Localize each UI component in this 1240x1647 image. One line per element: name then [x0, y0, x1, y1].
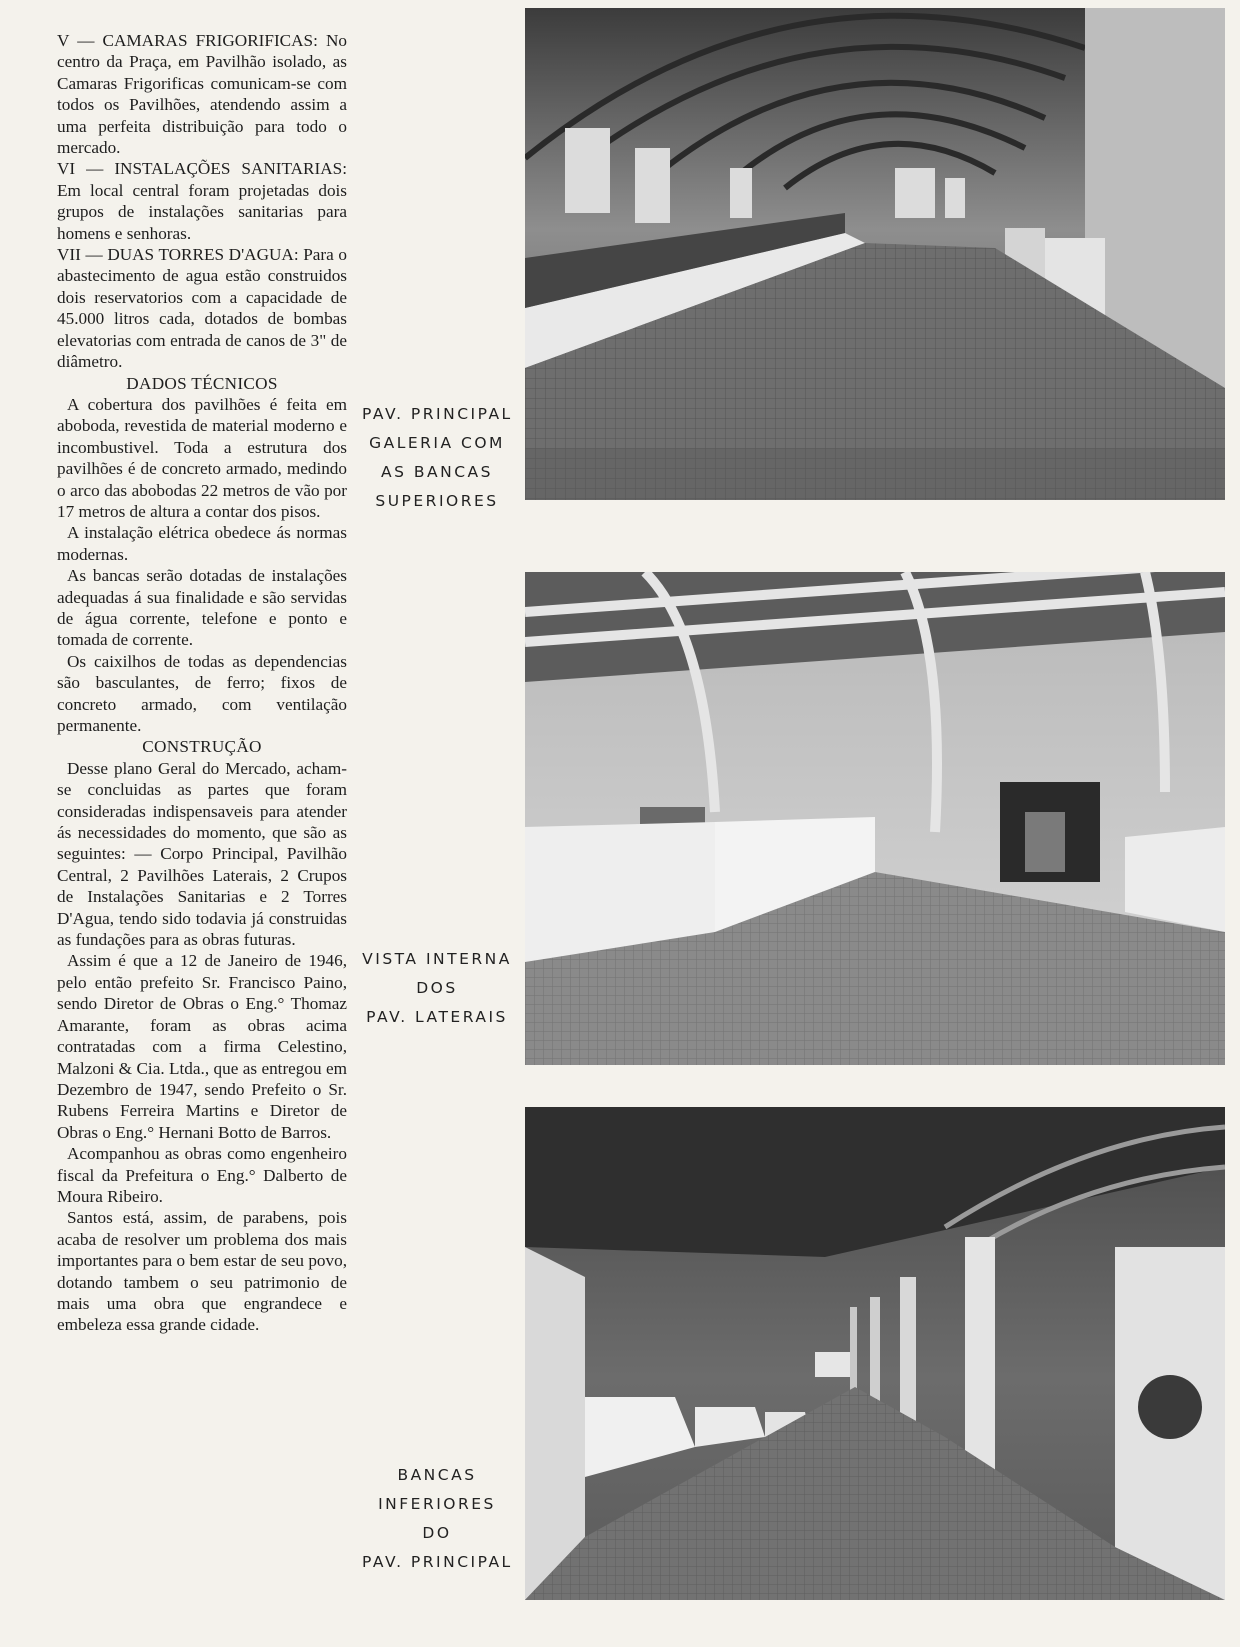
caption-line: GALERIA COM	[369, 434, 505, 452]
caption-line: VISTA INTERNA	[362, 950, 512, 968]
paragraph-santos-parabens: Santos está, assim, de parabens, pois acaba de resolver um problema dos mais importantes para o bem estar de seu povo, dotando tambem o seu patrimonio de mais uma obra que engrandece e embeleza essa grande cidade.	[57, 1208, 347, 1335]
paragraph-contrato: Assim é que a 12 de Janeiro de 1946, pelo então prefeito Sr. Francisco Paino, sendo Diretor de Obras o Eng.° Thomaz Amarante, foram as obras acima contratadas com a firma Celestino, Malzoni & Cia. Ltda., que as entregou em Dezembro de 1947, sendo Prefeito o Sr. Rubens Ferreira Martins e Diretor de Obras o Eng.° Hernani Botto de Barros.	[57, 951, 347, 1142]
paragraph-instalacao-eletrica: A instalação elétrica obedece ás normas modernas.	[57, 523, 347, 564]
heading-dados-tecnicos: DADOS TÉCNICOS	[126, 373, 278, 393]
caption-line: PAV. PRINCIPAL	[362, 405, 513, 423]
article-text-column	[57, 30, 347, 1336]
caption-line: DO	[422, 1524, 452, 1542]
caption-vista-interna-laterais	[362, 945, 512, 1032]
caption-line: AS BANCAS	[381, 463, 493, 481]
paragraph-plano-geral: Desse plano Geral do Mercado, acham-se concluidas as partes que foram consideradas indispensaveis para atender ás necessidades do momento, que são as seguintes: — Corpo Principal, Pavilhão Central, 2 Pavilhões Laterais, 2 Crupos de Instalações Sanitarias e 2 Torres D'Agua, tendo sido todavia já construidas as fundações para as obras futuras.	[57, 758, 347, 950]
caption-line: BANCAS	[397, 1466, 477, 1484]
paragraph-instalacoes-sanitarias: VI — INSTALAÇÕES SANITARIAS: Em local central foram projetadas dois grupos de instalações sanitarias para homens e senhoras.	[57, 159, 347, 243]
caption-line: PAV. LATERAIS	[366, 1008, 508, 1026]
paragraph-engenheiro-fiscal: Acompanhou as obras como engenheiro fiscal da Prefeitura o Eng.° Dalberto de Moura Ribeiro.	[57, 1144, 347, 1206]
photo-galeria-bancas-superiores	[525, 8, 1225, 500]
photo-bancas-inferiores	[525, 1107, 1225, 1600]
caption-line: PAV. PRINCIPAL	[362, 1553, 513, 1571]
photo-vista-interna-laterais	[525, 572, 1225, 1065]
paragraph-camaras-frigorificas: V — CAMARAS FRIGORIFICAS: No centro da Praça, em Pavilhão isolado, as Camaras Frigorificas comunicam-se com todos os Pavilhões, atendendo assim a uma perfeita distribuição para todo o mercado.	[57, 31, 347, 158]
paragraph-caixilhos: Os caixilhos de todas as dependencias são basculantes, de ferro; fixos de concreto armado, com ventilação permanente.	[57, 651, 347, 735]
paragraph-torres-dagua: VII — DUAS TORRES D'AGUA: Para o abastecimento de agua estão construidos dois reservatorios com a capacidade de 45.000 litros cada, dotados de bombas elevatorias com entrada de canos de 3" de diâmetro.	[57, 245, 347, 372]
caption-galeria-bancas-superiores	[362, 400, 512, 516]
paragraph-cobertura: A cobertura dos pavilhões é feita em aboboda, revestida de material moderno e incombustivel. Toda a estrutura dos pavilhões é de concreto armado, medindo o arco das abobodas 22 metros de vão por 17 metros de altura a contar dos pisos.	[57, 394, 347, 521]
caption-line: SUPERIORES	[375, 492, 499, 510]
heading-construcao: CONSTRUÇÃO	[142, 737, 262, 757]
paragraph-bancas: As bancas serão dotadas de instalações adequadas á sua finalidade e são servidas de água corrente, telefone e ponto e tomada de corrente.	[57, 566, 347, 650]
caption-bancas-inferiores	[362, 1461, 512, 1577]
caption-line: INFERIORES	[378, 1495, 496, 1513]
caption-line: DOS	[416, 979, 458, 997]
